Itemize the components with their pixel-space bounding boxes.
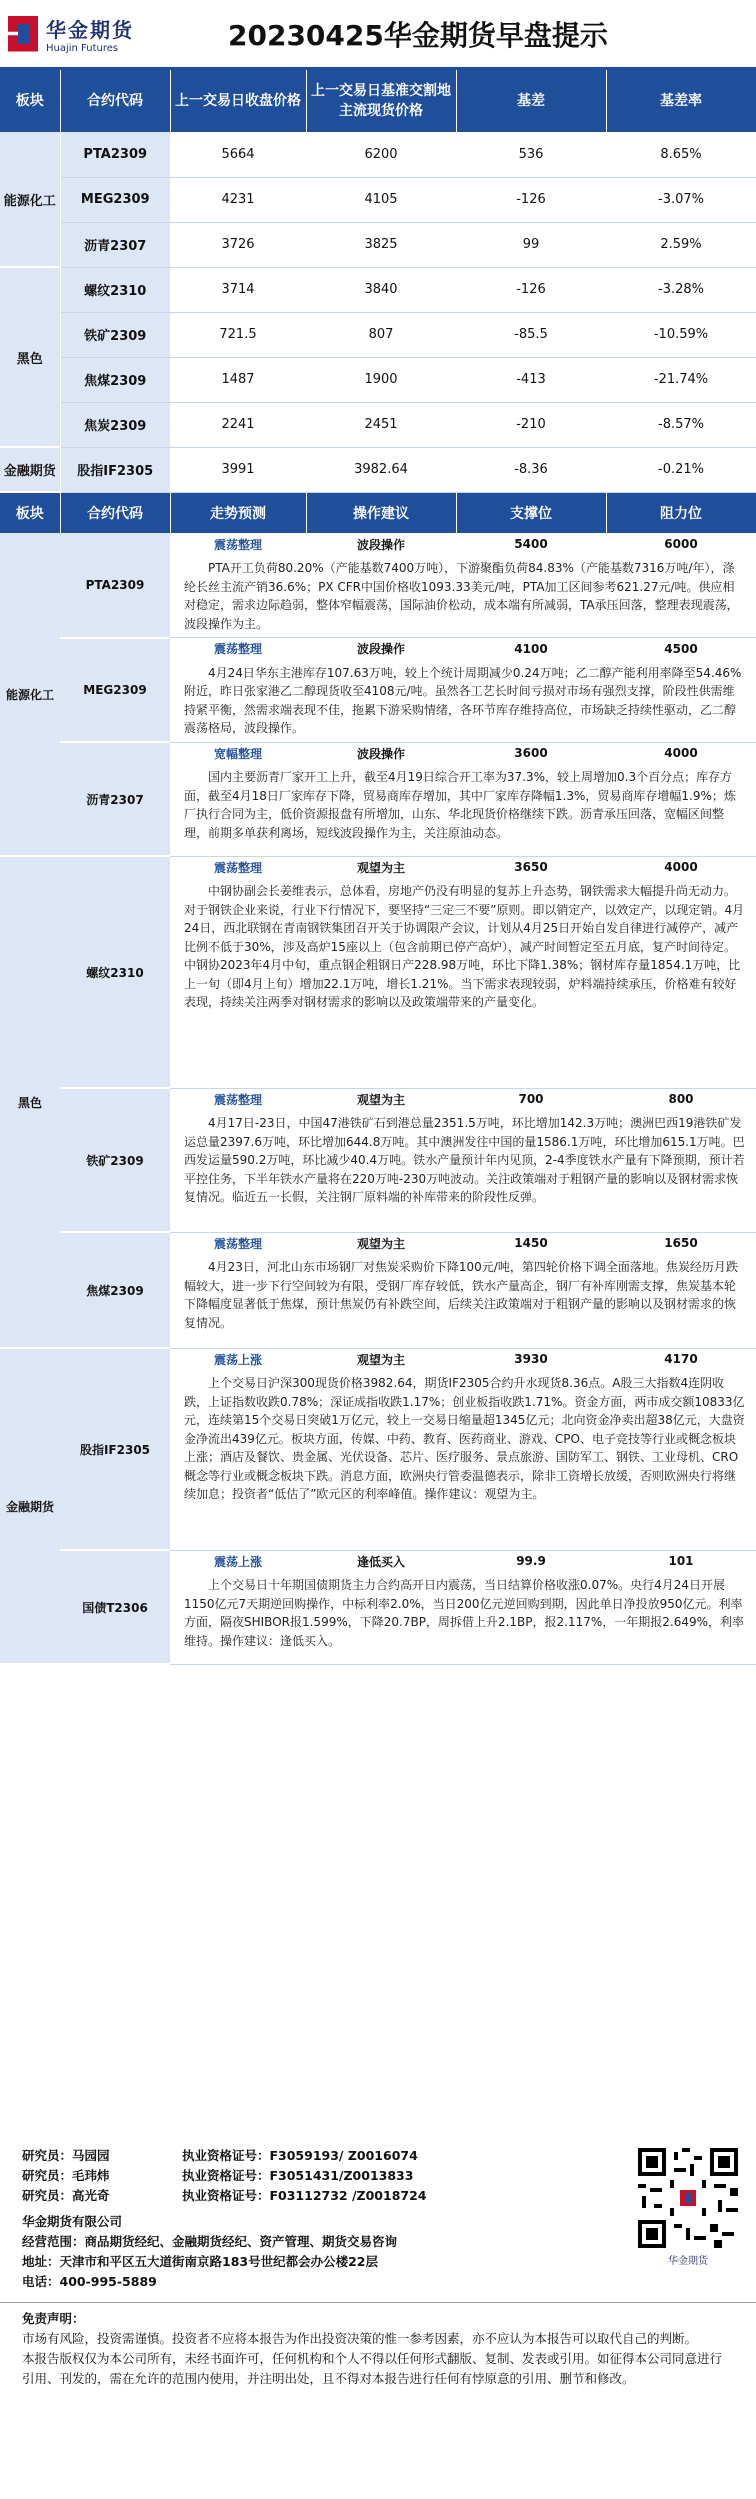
basis-cell: 2241 — [170, 402, 306, 447]
company-business: 经营范围：商品期货经纪、金融期货经纪、资产管理、期货交易咨询 — [22, 2234, 398, 2249]
strategy-header-cell: 支撑位 — [456, 493, 606, 533]
basis-cell: 6200 — [306, 132, 456, 177]
operation-advice: 观望为主 — [306, 1232, 456, 1254]
analyst-name: 研究员：马园园 — [22, 2148, 110, 2163]
basis-cell: 536 — [456, 132, 606, 177]
basis-cell: 5664 — [170, 132, 306, 177]
analyst-name: 研究员：高光奇 — [22, 2188, 110, 2203]
basis-cell: -8.36 — [456, 447, 606, 492]
basis-cell: 99 — [456, 222, 606, 267]
operation-advice: 逢低买入 — [306, 1550, 456, 1572]
basis-row — [0, 447, 756, 492]
basis-cell: -0.21% — [606, 447, 756, 492]
basis-cell: 4231 — [170, 177, 306, 222]
strategy-header-cell: 操作建议 — [306, 493, 456, 533]
basis-cell: -413 — [456, 357, 606, 402]
trend-forecast: 震荡整理 — [170, 1232, 306, 1254]
support-level: 4100 — [456, 638, 606, 660]
basis-cell: 3982.64 — [306, 447, 456, 492]
strategy-summary-row — [0, 1232, 756, 1254]
basis-row — [0, 267, 756, 312]
basis-cell: 721.5 — [170, 312, 306, 357]
resistance-level: 4000 — [606, 742, 756, 764]
strategy-summary-row — [0, 1550, 756, 1572]
support-level: 5400 — [456, 533, 606, 555]
trend-forecast: 震荡整理 — [170, 638, 306, 660]
operation-advice: 波段操作 — [306, 742, 456, 764]
disclaimer-title: 免责声明： — [22, 2311, 85, 2326]
contract-code: 焦炭2309 — [60, 402, 170, 447]
strategy-header-cell: 合约代码 — [60, 493, 170, 533]
sector-label: 能源化工 — [0, 132, 60, 267]
basis-cell: 3991 — [170, 447, 306, 492]
qr-code-icon — [638, 2148, 738, 2248]
basis-row — [0, 402, 756, 447]
basis-cell: 1900 — [306, 357, 456, 402]
resistance-level: 1650 — [606, 1232, 756, 1254]
strategy-summary-row — [0, 742, 756, 764]
basis-cell: 3726 — [170, 222, 306, 267]
operation-advice: 观望为主 — [306, 856, 456, 878]
contract-code: PTA2309 — [60, 533, 170, 638]
basis-header-cell: 基差 — [456, 70, 606, 132]
analysis-text: 4月23日，河北山东市场钢厂对焦炭采购价下降100元/吨，第四轮价格下调全面落地。焦炭经历月跌幅较大，进一步下行空间较为有限，受钢厂库存较低，铁水产量高企，钢厂有补库刚需支撑，焦炭基本轮下降幅度显著低于焦煤，预计焦炭仍有补跌空间，后续关注政策端对于粗钢产量的影响以及钢材需求的恢复情况。 — [170, 1254, 756, 1348]
contract-code: 沥青2307 — [60, 742, 170, 856]
strategy-summary-row — [0, 1088, 756, 1110]
basis-cell: 3840 — [306, 267, 456, 312]
contract-code: 焦煤2309 — [60, 357, 170, 402]
support-level: 700 — [456, 1088, 606, 1110]
qr-code — [638, 2148, 738, 2267]
contract-code: 螺纹2310 — [60, 856, 170, 1088]
disclaimer-text-2: 本报告版权仅为本公司所有，未经书面许可，任何机构和个人不得以任何形式翻版、复制、发表或引用。如征得本公司同意进行引用、刊发的，需在允许的范围内使用，并注明出处，且不得对本报告进行任何有悖原意的引用、删节和修改。 — [22, 2351, 723, 2386]
basis-row — [0, 357, 756, 402]
analyst-cert: 执业资格证号：F3051431/Z0013833 — [182, 2168, 414, 2183]
basis-cell: 1487 — [170, 357, 306, 402]
trend-forecast: 震荡整理 — [170, 1088, 306, 1110]
analysis-text: 上个交易日沪深300现货价格3982.64，期货IF2305合约升水现货8.36点。A股三大指数4连阴收跌，上证指数收跌0.78%；深证成指收跌1.17%；创业板指收跌1.71%。资金方面，两市成交额10833亿元，连续第15个交易日突破1万亿元，较上一交易日缩量超1345亿元；北向资金净卖出超38亿元，大盘资金净流出439亿元。板块方面，传媒、中药、教育、医药商业、游戏、CPO、电子竞技等行业或概念板块上涨；酒店及餐饮、贵金属、光伏设备、芯片、医疗服务、景点旅游、国防军工、钢铁、工业母机、CRO概念等行业或概念板块下跌。消息方面，欧洲央行管委温德表示，除非工资增长放缓，否则欧洲央行将继续加息；投资者“低估了”欧元区的利率峰值。操作建议：观望为主。 — [170, 1370, 756, 1550]
sector-label: 金融期货 — [0, 447, 60, 492]
operation-advice: 波段操作 — [306, 533, 456, 555]
basis-cell: 8.65% — [606, 132, 756, 177]
basis-cell: -85.5 — [456, 312, 606, 357]
basis-cell: 2451 — [306, 402, 456, 447]
analyst-row — [22, 2186, 734, 2206]
basis-header-cell: 上一交易日基准交割地主流现货价格 — [306, 70, 456, 132]
basis-cell: 807 — [306, 312, 456, 357]
basis-table — [0, 70, 756, 493]
contract-code: 螺纹2310 — [60, 267, 170, 312]
resistance-level: 6000 — [606, 533, 756, 555]
analyst-row — [22, 2166, 734, 2186]
operation-advice: 波段操作 — [306, 638, 456, 660]
logo-name-cn: 华金期货 — [46, 17, 134, 42]
qr-label: 华金期货 — [668, 2256, 708, 2267]
resistance-level: 101 — [606, 1550, 756, 1572]
contract-code: 股指IF2305 — [60, 1348, 170, 1550]
contract-code: PTA2309 — [60, 132, 170, 177]
basis-cell: -3.07% — [606, 177, 756, 222]
basis-cell: 4105 — [306, 177, 456, 222]
basis-header-cell: 基差率 — [606, 70, 756, 132]
analysis-text: 国内主要沥青厂家开工上升，截至4月19日综合开工率为37.3%，较上周增加0.3个百分点；库存方面，截至4月18日厂家库存下降，贸易商库存增加，其中厂家库存降幅1.3%，贸易商库存增幅1.9%；炼厂执行合同为主，低价资源报盘有所增加，山东、华北现货价格继续下跌。沥青承压回落，宽幅区间整理，前期多单获利离场，短线波段操作为主，关注原油动态。 — [170, 764, 756, 856]
trend-forecast: 震荡上涨 — [170, 1348, 306, 1370]
sector-label: 金融期货 — [0, 1348, 60, 1664]
disclaimer-text-1: 市场有风险，投资需谨慎。投资者不应将本报告为作出投资决策的惟一参考因素，亦不应认为本报告可以取代自己的判断。 — [22, 2331, 698, 2346]
basis-cell: 3825 — [306, 222, 456, 267]
basis-cell: -210 — [456, 402, 606, 447]
support-level: 3930 — [456, 1348, 606, 1370]
contract-code: 铁矿2309 — [60, 1088, 170, 1232]
page-title: 20230425华金期货早盘提示 — [228, 18, 608, 52]
basis-cell: -10.59% — [606, 312, 756, 357]
contract-code: 股指IF2305 — [60, 447, 170, 492]
contract-code: 沥青2307 — [60, 222, 170, 267]
basis-cell: 2.59% — [606, 222, 756, 267]
basis-row — [0, 132, 756, 177]
trend-forecast: 震荡整理 — [170, 533, 306, 555]
strategy-summary-row — [0, 1348, 756, 1370]
basis-cell: -3.28% — [606, 267, 756, 312]
contract-code: MEG2309 — [60, 177, 170, 222]
strategy-header-cell: 阻力位 — [606, 493, 756, 533]
basis-header-cell: 板块 — [0, 70, 60, 132]
resistance-level: 4500 — [606, 638, 756, 660]
analysis-text: 4月24日华东主港库存107.63万吨，较上个统计周期减少0.24万吨；乙二醇产能利用率降至54.46%附近，昨日张家港乙二醇现货收至4108元/吨。虽然各工艺长时间亏损对市场有强烈支撑，阶段性供需维持紧平衡，然需求端表现不佳，拖累下游采购情绪，各环节库存维持高位，市场缺乏持续性驱动，乙二醇震荡格局，波段操作。 — [170, 660, 756, 743]
analyst-row — [22, 2146, 734, 2166]
strategy-summary-row — [0, 856, 756, 878]
sector-label: 能源化工 — [0, 533, 60, 856]
contract-code: 焦煤2309 — [60, 1232, 170, 1348]
analyst-cert: 执业资格证号：F03112732 /Z0018724 — [182, 2188, 427, 2203]
company-logo — [8, 14, 218, 54]
operation-advice: 观望为主 — [306, 1348, 456, 1370]
sector-label: 黑色 — [0, 856, 60, 1348]
strategy-summary-row — [0, 533, 756, 555]
resistance-level: 800 — [606, 1088, 756, 1110]
basis-cell: -21.74% — [606, 357, 756, 402]
resistance-level: 4170 — [606, 1348, 756, 1370]
support-level: 3650 — [456, 856, 606, 878]
strategy-table — [0, 493, 756, 1665]
contract-code: MEG2309 — [60, 638, 170, 743]
logo-name-en: Huajin Futures — [46, 42, 119, 54]
basis-cell: 3714 — [170, 267, 306, 312]
analyst-cert: 执业资格证号：F3059193/ Z0016074 — [182, 2148, 418, 2163]
support-level: 3600 — [456, 742, 606, 764]
support-level: 99.9 — [456, 1550, 606, 1572]
trend-forecast: 震荡整理 — [170, 856, 306, 878]
basis-cell: -8.57% — [606, 402, 756, 447]
logo-icon — [8, 16, 38, 52]
strategy-summary-row — [0, 638, 756, 660]
support-level: 1450 — [456, 1232, 606, 1254]
analysis-text: 中钢协副会长姜维表示，总体看，房地产仍没有明显的复苏上升态势，钢铁需求大幅提升尚无动力。对于钢铁企业来说，行业下行情况下，要坚持“三定三不要”原则。即以销定产，以效定产，以现定销。4月24日，西北联钢在青南钢铁集团召开关于协调限产会议，计划从4月25日开始自发自律进行减停产，减产比例不低于30%，涉及高炉15座以上（包含前期已停产高炉），减产时间暂定至五月底，复产时间待定。中钢协2023年4月中旬，重点钢企粗钢日产228.98万吨，环比下降1.38%；钢材库存量1854.1万吨，比上一旬（即4月上旬）增加22.1万吨，增长1.21%。当下需求表现较弱，炉料端持续承压，价格难有较好表现，持续关注两季对钢材需求的影响以及政策端带来的产量变化。 — [170, 878, 756, 1088]
strategy-header-cell: 走势预测 — [170, 493, 306, 533]
basis-table-header — [0, 70, 756, 132]
operation-advice: 观望为主 — [306, 1088, 456, 1110]
analysis-text: 上个交易日十年期国债期货主力合约高开日内震荡，当日结算价格收涨0.07%。央行4月24日开展1150亿元7天期逆回购操作，中标利率2.0%，当日200亿元逆回购到期，因此单日净投放950亿元。利率方面，隔夜SHIBOR报1.599%，下降20.7BP，周拆借上升2.1BP，报2.117%，一年期报2.649%，利率维持。操作建议：逢低买入。 — [170, 1572, 756, 1664]
disclaimer — [0, 2302, 756, 2395]
page-header — [0, 0, 756, 70]
basis-row — [0, 312, 756, 357]
strategy-table-header — [0, 493, 756, 533]
basis-header-cell: 合约代码 — [60, 70, 170, 132]
analyst-name: 研究员：毛玮炜 — [22, 2168, 110, 2183]
trend-forecast: 宽幅整理 — [170, 742, 306, 764]
basis-cell: -126 — [456, 267, 606, 312]
analysis-text: 4月17日-23日，中国47港铁矿石到港总量2351.5万吨，环比增加142.3万吨；澳洲巴西19港铁矿发运总量2397.6万吨，环比增加644.8万吨。其中澳洲发往中国的量1586.1万吨，环比增加615.1万吨。巴西发运量590.2万吨，环比减少40.4万吨。铁水产量预计年内见顶，2-4季度铁水产量有下降预期，预计若平控住务，下半年铁水产量将在220万吨-230万吨波动。关注政策端对于粗钢产量的影响以及钢材需求恢复情况。临近五一长假，关注钢厂原料端的补库带来的阶段性反弹。 — [170, 1110, 756, 1232]
resistance-level: 4000 — [606, 856, 756, 878]
analysis-text: PTA开工负荷80.20%（产能基数7400万吨），下游聚酯负荷84.83%（产能基数7316万吨/年），涤纶长丝主流产销36.6%；PX CFR中国价格收1093.33美元/吨，PTA加工区间参考621.27元/吨。供应相对稳定，需求边际趋弱，整体窄幅震荡，国际油价松动，成本端有所减弱，TA承压回落，整理表现震荡，波段操作为主。 — [170, 555, 756, 638]
basis-cell: -126 — [456, 177, 606, 222]
company-phone: 电话：400-995-5889 — [22, 2274, 157, 2289]
company-address: 地址：天津市和平区五大道街南京路183号世纪都会办公楼22层 — [22, 2254, 378, 2269]
strategy-header-cell: 板块 — [0, 493, 60, 533]
basis-row — [0, 222, 756, 267]
basis-header-cell: 上一交易日收盘价格 — [170, 70, 306, 132]
footer — [0, 2140, 756, 2395]
sector-label: 黑色 — [0, 267, 60, 447]
basis-row — [0, 177, 756, 222]
contract-code: 铁矿2309 — [60, 312, 170, 357]
trend-forecast: 震荡上涨 — [170, 1550, 306, 1572]
company-name: 华金期货有限公司 — [22, 2214, 123, 2229]
contract-code: 国债T2306 — [60, 1550, 170, 1664]
